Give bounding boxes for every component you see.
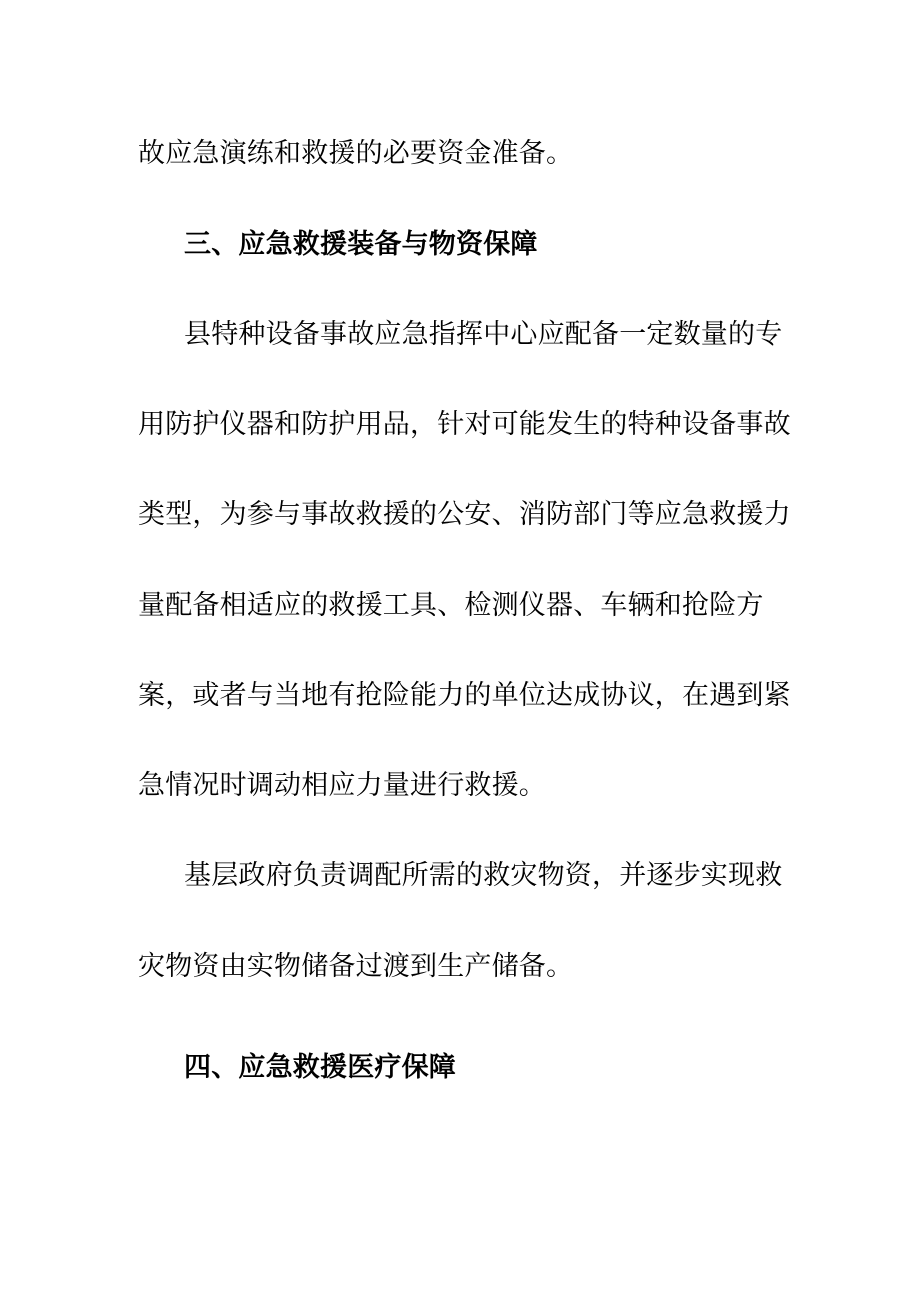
paragraph-line: 故应急演练和救援的必要资金准备。 xyxy=(138,138,574,169)
paragraph-line: 急情况时调动相应力量进行救援。 xyxy=(138,770,546,801)
section-heading-3: 三、应急救援装备与物资保障 xyxy=(184,229,538,260)
paragraph-line: 基层政府负责调配所需的救灾物资，并逐步实现救 xyxy=(184,860,783,891)
paragraph-line: 量配备相适应的救援工具、检测仪器、车辆和抢险方 xyxy=(138,590,764,621)
paragraph-line: 案，或者与当地有抢险能力的单位达成协议，在遇到紧 xyxy=(138,680,791,711)
paragraph-line: 灾物资由实物储备过渡到生产储备。 xyxy=(138,951,574,982)
section-heading-4: 四、应急救援医疗保障 xyxy=(184,1052,456,1083)
paragraph-line: 类型，为参与事故救援的公安、消防部门等应急救援力 xyxy=(138,499,791,530)
paragraph-line: 县特种设备事故应急指挥中心应配备一定数量的专 xyxy=(184,319,783,350)
paragraph-line: 用防护仪器和防护用品，针对可能发生的特种设备事故 xyxy=(138,409,791,440)
